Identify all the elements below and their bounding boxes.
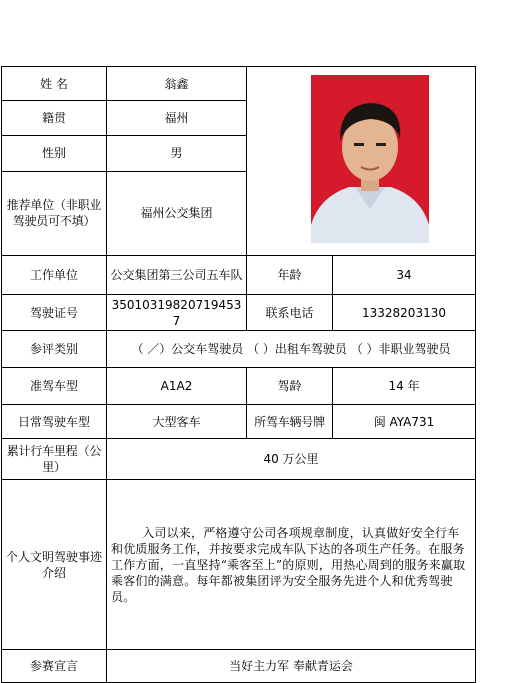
pledge-label: 参赛宣言: [2, 650, 107, 683]
phone-label: 联系电话: [247, 295, 333, 331]
native-place-label: 籍贯: [2, 101, 107, 136]
license-number-value: 350103198207194537: [107, 295, 247, 331]
daily-vehicle-label: 日常驾驶车型: [2, 405, 107, 439]
mileage-label: 累计行车里程（公里）: [2, 439, 107, 480]
phone-value: 13328203130: [333, 295, 476, 331]
name-value: 翁鑫: [107, 67, 247, 101]
license-number-label: 驾驶证号: [2, 295, 107, 331]
recommender-value: 福州公交集团: [107, 171, 247, 255]
gender-label: 性别: [2, 136, 107, 171]
age-label: 年龄: [247, 256, 333, 295]
native-place-value: 福州: [107, 101, 247, 136]
pledge-value: 当好主力军 奉献青运会: [107, 650, 476, 683]
intro-text: 入司以来，严格遵守公司各项规章制度，认真做好安全行车和优质服务工作，并按要求完成车队下达的各项生产任务。在服务工作方面，一直坚持“乘客至上”的原则，用热心周到的服务来赢取乘客们的满意。每年都被集团评为安全服务先进个人和优秀驾驶员。: [107, 480, 476, 650]
vehicle-class-value: A1A2: [107, 368, 247, 405]
plate-label: 所驾车辆号牌: [247, 405, 333, 439]
name-label: 姓 名: [2, 67, 107, 101]
category-value: （ ／）公交车驾驶员 （ ）出租车驾驶员 （ ）非职业驾驶员: [107, 331, 476, 368]
gender-value: 男: [107, 136, 247, 171]
vehicle-class-label: 准驾车型: [2, 368, 107, 405]
employer-value: 公交集团第三公司五车队: [107, 256, 247, 295]
plate-value: 闽 AYA731: [333, 405, 476, 439]
intro-label: 个人文明驾驶事迹介绍: [2, 480, 107, 650]
daily-vehicle-value: 大型客车: [107, 405, 247, 439]
mileage-value: 40 万公里: [107, 439, 476, 480]
photo-cell: [247, 67, 476, 256]
employer-label: 工作单位: [2, 256, 107, 295]
category-label: 参评类别: [2, 331, 107, 368]
driving-years-value: 14 年: [333, 368, 476, 405]
applicant-photo: [311, 75, 429, 243]
registration-form: [1, 66, 476, 683]
age-value: 34: [333, 256, 476, 295]
driving-years-label: 驾龄: [247, 368, 333, 405]
recommender-label: 推荐单位（非职业驾驶员可不填）: [2, 171, 107, 255]
